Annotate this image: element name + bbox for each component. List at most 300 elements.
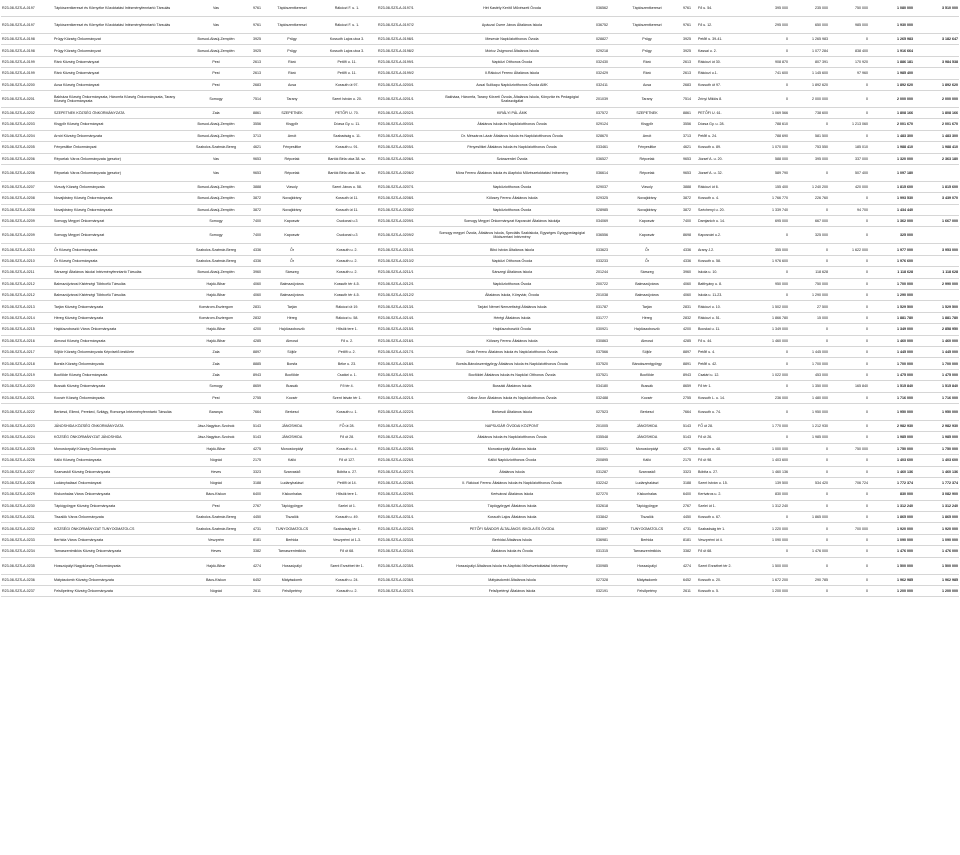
cell-pályázati-azonosító: R23-08-SZS-A-0236 [1,574,53,585]
cell-irányítószám: 8943 [247,369,267,380]
cell-megye: Szabolcs-Szatmár-Bereg [185,255,247,266]
table-row [1,403,959,420]
cell-intézmény-irsz: 8181 [677,534,697,545]
cell-összeg-3: 0 [829,312,869,323]
cell-om-azonosító: 034180 [587,381,617,392]
cell-pályázati-azonosító: R23-08-SZS-A-0215 [1,324,53,335]
table-row [1,477,959,488]
cell-intézmény-neve: Deák Ferenc Általános Iskola és Napköziotthonos Óvoda [437,346,587,357]
cell-összeg-2: 0 [789,335,829,346]
cell-intézmény-település: Vizsoly [617,181,677,192]
cell-intézmény-neve: Mátyásdombi Általános Iskola [437,574,587,585]
cell-irányítószám: 4621 [247,142,267,153]
cell-összeg-1: 355 000 [749,244,789,255]
cell-összeg-3: 0 [829,403,869,420]
cell-intézmény-azonosító: R23-08-SZS-A-0199/2 [377,68,437,79]
cell-megye: Borsod-Abaúj-Zemplén [185,119,247,130]
cell-intézmény-település: Szarvaskő [617,466,677,477]
cell-intézmény-azonosító: R23-08-SZS-A-0229/1 [377,489,437,500]
cell-intézmény-összesen: 1 976 600 [869,255,914,266]
cell-összeg-3: 0 [829,432,869,443]
cell-pályázat-összesen: 3 082 900 [914,489,959,500]
cell-összeg-3: 0 [829,574,869,585]
cell-pályázat-összesen: 1 529 500 [914,301,959,312]
cell-intézmény-összesen: 1 700 000 [869,278,914,289]
cell-összeg-2: 534 420 [789,477,829,488]
cell-irányítószám: 9761 [247,0,267,17]
cell-irányítószám: 2831 [247,301,267,312]
cell-om-azonosító: 030985 [587,557,617,574]
cell-pályázat-összesen: 3 510 000 [914,0,959,17]
cell-fenntartó: Héreg Község Önkormányzata [53,312,185,323]
cell-fenntartó: Somogy Megyei Önkormányzat [53,216,185,227]
cell-összeg-2: 0 [789,455,829,466]
cell-intézmény-neve: Fényeslitkei Általános Iskola és Napköziotthonos Óvoda [437,142,587,153]
cell-irányítószám: 8897 [247,346,267,357]
cell-pályázat-összesen: 1 962 985 [914,574,959,585]
cell-irányítószám: 6400 [247,489,267,500]
cell-cím: Szent Erzsébet tér 1. [317,557,377,574]
cell-összeg-1: 0 [749,227,789,244]
cell-megye: Hajdú-Bihar [185,324,247,335]
cell-intézmény-irsz: 2832 [677,312,697,323]
cell-összeg-2: 1 700 000 [789,358,829,369]
table-row [1,164,959,181]
cell-összeg-2: 1 476 000 [789,546,829,557]
cell-intézmény-neve: Berhidai Általános Iskola [437,534,587,545]
cell-intézmény-összesen: 1 434 440 [869,204,914,215]
cell-cím: Kossuth u. 49. [317,512,377,523]
cell-intézmény-cím: Kossuth u. 58. [697,255,749,266]
cell-intézmény-neve: II. Rákóczi Ferenc Általános Iskola és Napköziotthonos Óvoda [437,477,587,488]
cell-összeg-2: 0 [789,119,829,130]
cell-cím: Hősök tere 1. [317,324,377,335]
table-row [1,500,959,511]
cell-intézmény-összesen: 830 000 [869,489,914,500]
cell-intézmény-azonosító: R23-08-SZS-A-0205/1 [377,142,437,153]
cell-intézmény-azonosító: R23-08-SZS-A-0200/1 [377,79,437,90]
cell-pályázat-összesen: 1 312 240 [914,500,959,511]
cell-om-azonosító: 031315 [587,546,617,557]
cell-település: Hosszúpályi [267,557,317,574]
cell-intézmény-irsz: 4731 [677,523,697,534]
cell-intézmény-település: Monostorpályi [617,443,677,454]
cell-intézmény-összesen: 1 892 620 [869,79,914,90]
cell-pályázat-összesen: 2 000 000 [914,90,959,107]
cell-intézmény-neve: Napköziotthonos Óvoda [437,204,587,215]
cell-összeg-3: 0 [829,358,869,369]
cell-pályázat-összesen: 1 475 000 [914,369,959,380]
cell-irányítószám: 3556 [247,119,267,130]
cell-összeg-1: 0 [749,381,789,392]
cell-település: Felsőpetény [267,586,317,597]
cell-intézmény-cím: Rákóczi út 30. [697,56,749,67]
cell-intézmény-azonosító: R23-08-SZS-A-0224/1 [377,432,437,443]
cell-intézmény-település: Tarnaszentmiklós [617,546,677,557]
cell-megye: Baranya [185,403,247,420]
cell-pályázat-összesen: 1 750 000 [914,443,959,454]
cell-cím: Veszprémi út 1-3. [317,534,377,545]
cell-intézmény-irsz: 2613 [677,56,697,67]
cell-fenntartó: Bocfölde Község Önkormányzata [53,369,185,380]
cell-pályázati-azonosító: R23-08-SZS-A-0216 [1,335,53,346]
cell-intézmény-irsz: 3323 [677,466,697,477]
cell-intézmény-neve: Általános Iskola és Napköziotthonos Óvoda [437,432,587,443]
cell-megye: Pest [185,68,247,79]
table-row [1,255,959,266]
cell-irányítószám: 2611 [247,586,267,597]
cell-cím: Kossuth Lajos utca 3. [317,45,377,56]
cell-pályázati-azonosító: R23-08-SZS-A-0233 [1,534,53,545]
cell-intézmény-azonosító: R23-08-SZS-A-0206/2 [377,164,437,181]
cell-irányítószám: 7514 [247,90,267,107]
cell-fenntartó: Kocsér Község Önkormányzata [53,392,185,403]
cell-intézmény-neve: Gábor Áron Általános Iskola és Napköziotthonos Óvoda [437,392,587,403]
cell-intézmény-irsz: 3888 [677,181,697,192]
cell-összeg-2: 650 000 [789,17,829,34]
cell-pályázati-azonosító: R23-08-SZS-A-0208 [1,204,53,215]
cell-összeg-3: 0 [829,216,869,227]
cell-összeg-2: 1 145 600 [789,68,829,79]
cell-összeg-1: 1 022 000 [749,369,789,380]
cell-megye: Komárom-Esztergom [185,312,247,323]
cell-intézmény-cím: Zrínyi Miklós 8. [697,90,749,107]
cell-intézmény-irsz: 4336 [677,244,697,255]
table-row [1,227,959,244]
cell-om-azonosító: 201039 [587,90,617,107]
cell-összeg-1: 0 [749,45,789,56]
cell-összeg-1: 1 976 600 [749,255,789,266]
cell-intézmény-cím: Kaposvári u.2. [697,227,749,244]
cell-om-azonosító: 201244 [587,267,617,278]
cell-összeg-2: 1 077 284 [789,45,829,56]
cell-intézmény-cím: Fő tér 1. [697,381,749,392]
cell-összeg-3: 97 960 [829,68,869,79]
cell-település: Kálló [267,455,317,466]
cell-fenntartó: Szarvaskő Község Önkormányzata [53,466,185,477]
cell-cím: PETŐFI U. 70. [317,107,377,118]
cell-intézmény-irsz: 8897 [677,346,697,357]
cell-cím: Kossuth u. 2. [317,586,377,597]
cell-cím: Petőfi u. 11. [317,56,377,67]
cell-intézmény-azonosító: R23-08-SZS-A-0199/1 [377,56,437,67]
cell-összeg-1: 0 [749,34,789,45]
cell-pályázat-összesen: 2 001 670 [914,119,959,130]
cell-intézmény-azonosító: R23-08-SZS-A-0226/1 [377,455,437,466]
cell-intézmény-összesen: 1 460 136 [869,466,914,477]
cell-intézmény-összesen: 1 993 530 [869,193,914,204]
cell-intézmény-összesen: 1 716 000 [869,392,914,403]
cell-megye: Heves [185,466,247,477]
cell-om-azonosító: 036752 [587,17,617,34]
cell-intézmény-település: Kocsér [617,392,677,403]
cell-pályázati-azonosító: R23-08-SZS-A-0209 [1,216,53,227]
cell-intézmény-település: Őr [617,244,677,255]
cell-összeg-1: 1 672 200 [749,574,789,585]
cell-intézmény-neve: Sárszegi Általános Iskola [437,267,587,278]
cell-összeg-1: 1 069 566 [749,107,789,118]
cell-pályázati-azonosító: R23-08-SZS-A-0198 [1,34,53,45]
cell-intézmény-cím: Kertváros u. 2. [697,489,749,500]
cell-megye: Komárom-Esztergom [185,301,247,312]
cell-intézmény-neve: Tápiógyörgyei Általános Iskola [437,500,587,511]
cell-fenntartó: Borsfa Község Önkormányzata [53,358,185,369]
cell-település: Söjtör [267,346,317,357]
cell-összeg-1: 788 690 [749,130,789,141]
cell-pályázati-azonosító: R23-08-SZS-A-0205 [1,142,53,153]
cell-intézmény-település: Prügy [617,34,677,45]
cell-intézmény-irsz: 4450 [677,512,697,523]
cell-intézmény-irsz: 3713 [677,130,697,141]
cell-intézmény-neve: Acsai Sulikapu Napköziotthonos Óvoda AMK [437,79,587,90]
cell-fenntartó: Kisgyőr Község Önkormányzat [53,119,185,130]
cell-intézmény-cím: Széchenyi u. 20. [697,204,749,215]
cell-intézmény-település: Tápiószentkereszt [617,0,677,17]
cell-intézmény-összesen: 1 962 985 [869,574,914,585]
cell-település: Tiszalök [267,512,317,523]
cell-cím: Szelei út 1. [317,500,377,511]
cell-intézmény-azonosító: R23-08-SZS-A-0212/1 [377,278,437,289]
cell-összeg-3: 0 [829,346,869,357]
cell-pályázat-összesen: 1 815 600 [914,181,959,192]
cell-om-azonosító: 029325 [587,193,617,204]
cell-összeg-2: 0 [789,586,829,597]
cell-megye: Hajdú-Bihar [185,557,247,574]
cell-megye: Borsod-Abaúj-Zemplén [185,34,247,45]
cell-összeg-3: 0 [829,546,869,557]
cell-fenntartó: Bakháza Község Önkormányzata, Háromfa Község Önkormányzata, Tarany Község Önkormányzata [53,90,185,107]
cell-intézmény-cím: Arany J.2. [697,244,749,255]
cell-intézmény-cím: Bóbita u. 27. [697,466,749,477]
cell-település: Répcelak [267,164,317,181]
cell-cím: Kossuth u. 1. [317,403,377,420]
cell-cím: Kossuth tér 4-5. [317,278,377,289]
cell-összeg-2: 226 760 [789,193,829,204]
cell-megye: Zala [185,369,247,380]
cell-cím: Szent István tér 1. [317,392,377,403]
cell-intézmény-azonosító: R23-08-SZS-A-0222/1 [377,403,437,420]
cell-om-azonosító: 032411 [587,79,617,90]
cell-intézmény-neve: Tarjáni Német Nemzetiségi Általános Iskola [437,301,587,312]
cell-intézmény-település: Söjtör [617,346,677,357]
cell-cím: Rákóczi F. u. 1. [317,0,377,17]
table-row [1,586,959,597]
cell-összeg-3: 0 [829,193,869,204]
cell-intézmény-neve: Kossuth Lajos Általános Iskola [437,512,587,523]
cell-intézmény-neve: Móra Ferenc Általános Iskola és Alapfokú Művészetoktatási Intézmény [437,164,587,181]
cell-irányítószám: 8885 [247,358,267,369]
cell-összeg-3: 0 [829,466,869,477]
cell-intézmény-település: Fényeslitke [617,142,677,153]
cell-település: JÁNOSHIDA [267,432,317,443]
cell-irányítószám: 8659 [247,381,267,392]
cell-összeg-1: 1 770 000 [749,420,789,431]
cell-intézmény-neve: Bussáki Általános Iskola [437,381,587,392]
cell-intézmény-azonosító: R23-08-SZS-A-0235/1 [377,557,437,574]
cell-pályázati-azonosító: R23-08-SZS-A-0230 [1,500,53,511]
cell-intézmény-cím: Petőfi u. 39-41. [697,34,749,45]
cell-pályázati-azonosító: R23-08-SZS-A-0210 [1,244,53,255]
cell-intézmény-összesen: 1 815 600 [869,181,914,192]
cell-intézmény-neve: Napköziotthonos Óvoda [437,278,587,289]
cell-intézmény-cím: Petőfi u. 42. [697,358,749,369]
cell-intézmény-neve: Hajdúszoboszlói Óvoda [437,324,587,335]
cell-intézmény-neve: Napközi Otthonos Óvoda [437,56,587,67]
cell-összeg-3: 165 840 [829,381,869,392]
cell-irányítószám: 9653 [247,164,267,181]
cell-om-azonosító: 034069 [587,216,617,227]
cell-fenntartó: Felsőpetény Község Önkormányzata [53,586,185,597]
cell-megye: Somogy [185,216,247,227]
cell-megye: Vas [185,153,247,164]
cell-pályázat-összesen [914,68,959,79]
cell-összeg-2: 325 000 [789,227,829,244]
cell-összeg-1: 0 [749,512,789,523]
cell-település: Novajidrány [267,193,317,204]
cell-intézmény-irsz: 7514 [677,90,697,107]
cell-intézmény-település: JÁNOSHIDA [617,420,677,431]
cell-intézmény-cím: Petőfi u. 24. [697,130,749,141]
cell-intézmény-település: Kaposvár [617,227,677,244]
cell-összeg-3: 700 000 [829,523,869,534]
table-row [1,193,959,204]
cell-intézmény-irsz: 4060 [677,290,697,301]
cell-pályázati-azonosító: R23-08-SZS-A-0197 [1,17,53,34]
cell-pályázati-azonosító: R23-08-SZS-A-0211 [1,267,53,278]
cell-intézmény-azonosító: R23-08-SZS-A-0198/2 [377,45,437,56]
cell-összeg-3: 0 [829,255,869,266]
cell-irányítószám: 2832 [247,312,267,323]
cell-intézmény-azonosító: R23-08-SZS-A-0225/1 [377,443,437,454]
cell-megye: Zala [185,107,247,118]
table-row [1,420,959,431]
cell-intézmény-település: Tápiógyörgye [617,500,677,511]
cell-intézmény-neve: Napközi Otthonos Óvoda [437,255,587,266]
cell-intézmény-cím: Bocskai u. 11. [697,324,749,335]
cell-intézmény-neve: Kállói Napköziotthonos Óvoda [437,455,587,466]
cell-intézmény-azonosító: R23-08-SZS-A-0232/1 [377,523,437,534]
cell-megye: Borsod-Abaúj-Zemplén [185,181,247,192]
cell-intézmény-összesen: 325 000 [869,227,914,244]
cell-település: Monostorpályi [267,443,317,454]
cell-összeg-3: 0 [829,557,869,574]
cell-megye: Somogy [185,90,247,107]
cell-intézmény-cím: PETŐFI U. 61. [697,107,749,118]
cell-cím: Rákóczi u. 58. [317,312,377,323]
cell-irányítószám: 3960 [247,267,267,278]
cell-település: Répcelak [267,153,317,164]
cell-fenntartó: Tarnaszentmiklós Község Önkormányzata [53,546,185,557]
cell-összeg-2: 0 [789,523,829,534]
cell-intézmény-összesen: 1 930 000 [869,17,914,34]
cell-fenntartó: Berhida Város Önkormányzata [53,534,185,545]
cell-fenntartó: Fényeslitke Önkormányzat [53,142,185,153]
cell-intézmény-irsz: 8943 [677,369,697,380]
cell-intézmény-összesen: 1 515 840 [869,381,914,392]
cell-cím: Kossuth Lajos utca 3. [317,34,377,45]
cell-intézmény-cím: Damjanich u. 14. [697,216,749,227]
cell-pályázati-azonosító: R23-08-SZS-A-0228 [1,477,53,488]
cell-település: JÁNOSHIDA [267,420,317,431]
cell-összeg-3: 94 700 [829,204,869,215]
cell-település: Bussák [267,381,317,392]
cell-irányítószám: 8861 [247,107,267,118]
cell-pályázat-összesen: 2 363 180 [914,153,959,164]
cell-fenntartó: Almosd Község Önkormányzata [53,335,185,346]
cell-összeg-1: 589 790 [749,164,789,181]
cell-összeg-1: 1 460 000 [749,335,789,346]
cell-om-azonosító: 036527 [587,153,617,164]
cell-intézmény-neve: Kölcsey Ferenc Általános Iskola [437,193,587,204]
cell-összeg-3: 750 000 [829,443,869,454]
table-row [1,278,959,289]
table-row [1,301,959,312]
cell-összeg-3: 0 [829,130,869,141]
cell-pályázati-azonosító: R23-08-SZS-A-0232 [1,523,53,534]
cell-összeg-2: 1 985 000 [789,432,829,443]
cell-intézmény-cím: József A. u. 20. [697,153,749,164]
cell-összeg-2: 0 [789,466,829,477]
cell-intézmény-neve: Hérégi Általános Iskola [437,312,587,323]
cell-pályázat-összesen [914,290,959,301]
cell-intézmény-irsz: 3382 [677,546,697,557]
cell-irányítószám: 9761 [247,17,267,34]
cell-település: Őr [267,255,317,266]
cell-om-azonosító: 032618 [587,500,617,511]
cell-intézmény-összesen: 1 200 000 [869,586,914,597]
cell-pályázat-összesen: 1 500 000 [914,557,959,574]
cell-intézmény-azonosító: R23-08-SZS-A-0219/1 [377,369,437,380]
cell-összeg-2: 0 [789,489,829,500]
cell-intézmény-összesen: 1 881 780 [869,312,914,323]
cell-pályázat-összesen: 1 808 166 [914,107,959,118]
cell-intézmény-cím: Fő út 26. [697,432,749,443]
cell-összeg-1: 1 312 240 [749,500,789,511]
cell-intézmény-cím: Batthyány u. 8. [697,278,749,289]
cell-intézmény-település: Ludányhalászi [617,477,677,488]
cell-fenntartó: Somogy Megyei Önkormányzat [53,227,185,244]
cell-intézmény-irsz: 3960 [677,267,697,278]
cell-megye: Pest [185,56,247,67]
cell-cím: Fő út 127. [317,455,377,466]
cell-intézmény-cím: Petőfi u. 4. [697,346,749,357]
cell-összeg-2: 235 000 [789,0,829,17]
cell-pályázati-azonosító: R23-08-SZS-A-0223 [1,420,53,431]
cell-intézmény-neve: Kölcsey Ferenc Általános Iskola [437,335,587,346]
table-row [1,130,959,141]
cell-om-azonosító: 035548 [587,432,617,443]
cell-intézmény-neve: Monostorpályi Általános Iskola [437,443,587,454]
cell-intézmény-település: Almosd [617,335,677,346]
cell-intézmény-összesen: 1 290 000 [869,290,914,301]
table-row [1,392,959,403]
cell-pályázat-összesen: 1 700 000 [914,358,959,369]
cell-intézmény-cím: Rákóczi út 6. [697,181,749,192]
cell-település: Ráró [267,68,317,79]
table-row [1,142,959,153]
cell-intézmény-cím: FŐ út 28. [697,420,749,431]
cell-összeg-3: 1 213 060 [829,119,869,130]
cell-intézmény-azonosító: R23-08-SZS-A-0214/1 [377,312,437,323]
cell-összeg-3: 985 000 [829,17,869,34]
cell-intézmény-neve: PETŐFI SÁNDOR ÁLTALÁNOS ISKOLA ÉS ÓVODA [437,523,587,534]
cell-intézmény-neve: Általános Iskola, Könyvtár, Óvoda [437,290,587,301]
cell-intézmény-település: Berhida [617,534,677,545]
cell-intézmény-neve: Somogy megyei Óvoda, Általános Iskola, Speciális Szakiskola, Egységes Gyógypedagógiai Módszertani Intézmény [437,227,587,244]
cell-összeg-2: 581 500 [789,130,829,141]
cell-cím: Fő u. 2. [317,335,377,346]
cell-pályázati-azonosító: R23-08-SZS-A-0202 [1,107,53,118]
